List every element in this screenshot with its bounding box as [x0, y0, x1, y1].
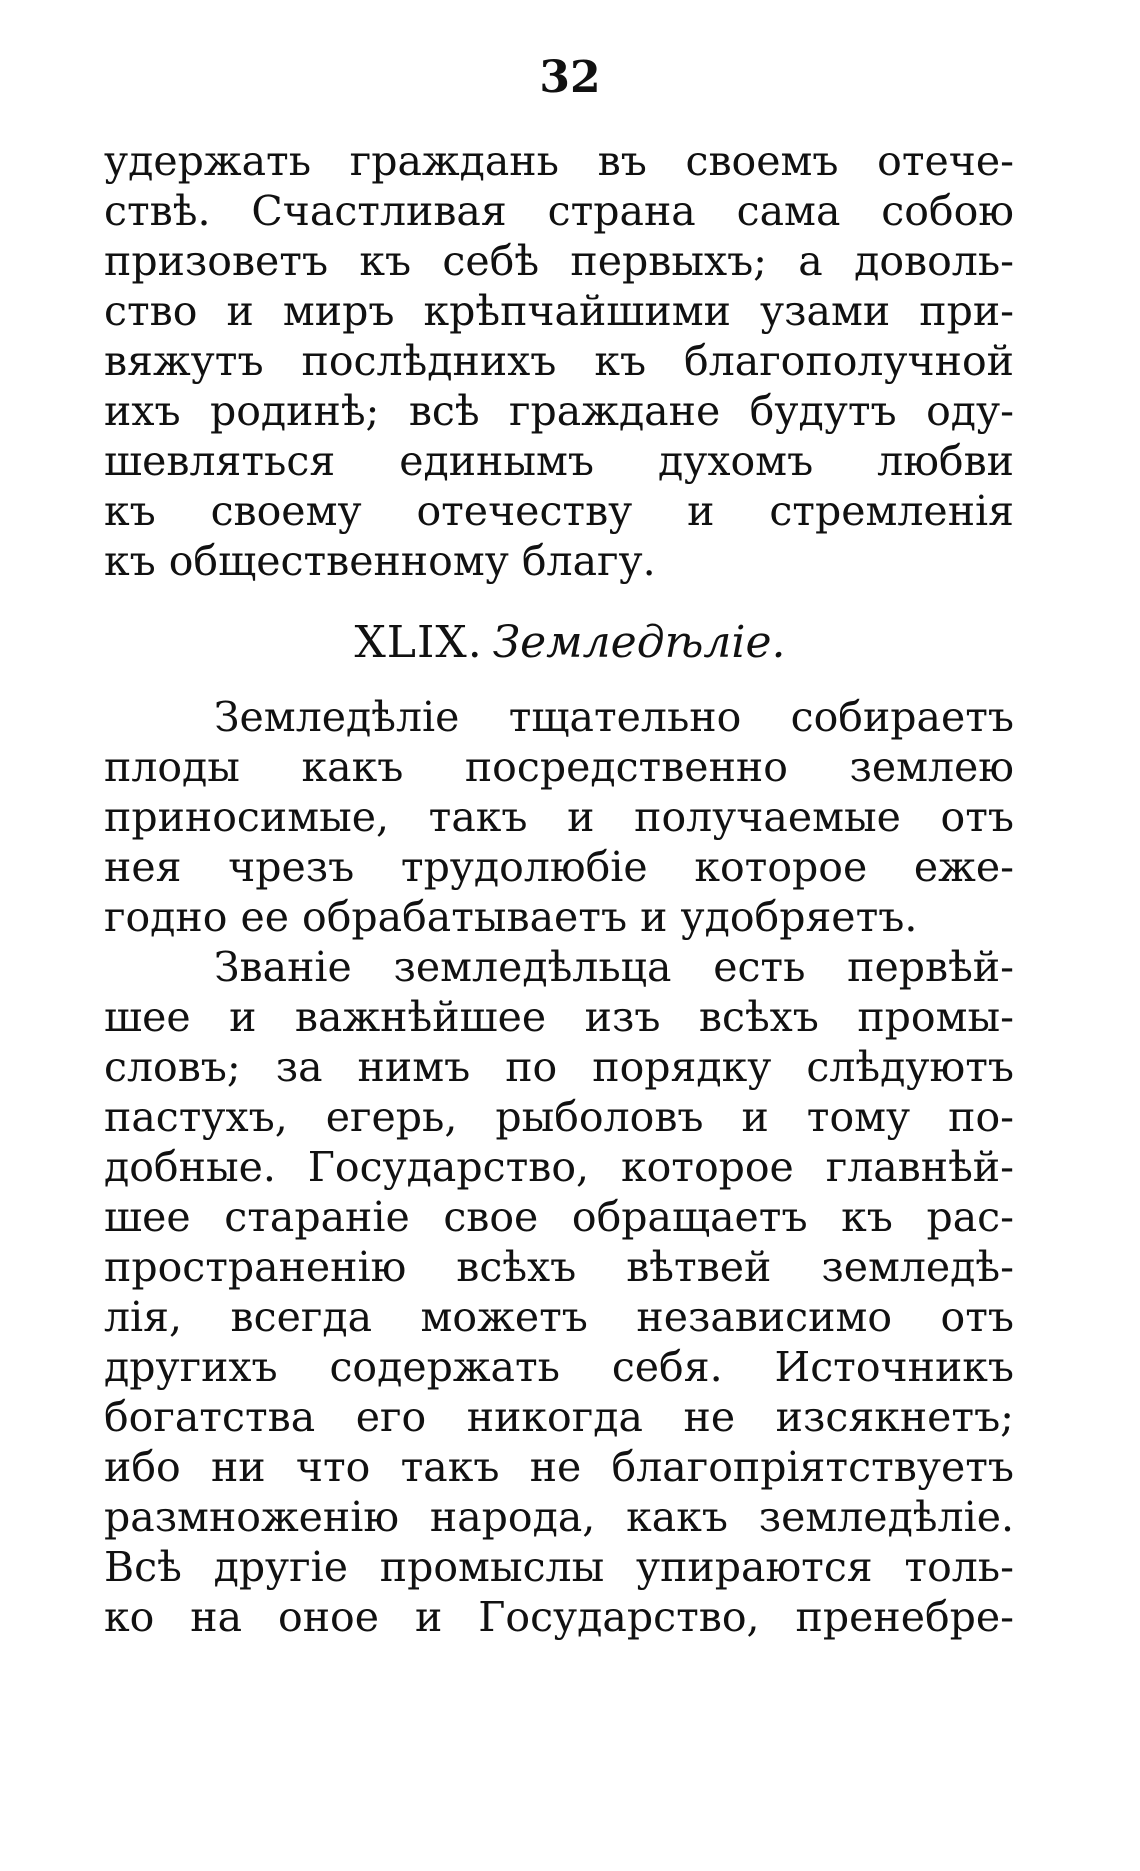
text-line: Земледѣліе тщательно собираетъ	[214, 693, 1014, 741]
text-line: шевляться единымъ духомъ любви	[104, 437, 1014, 485]
text-line: ко на оное и Государство, пренебре-	[104, 1593, 1014, 1641]
text-line: другихъ содержать себя. Источникъ	[104, 1343, 1014, 1391]
text-line: добные. Государство, которое главнѣй-	[104, 1143, 1014, 1191]
text-line: нея чрезъ трудолюбіе которое еже-	[104, 843, 1014, 891]
section-title: Земледѣліе.	[492, 617, 786, 668]
section-body	[104, 692, 1014, 1642]
text-line: словъ; за нимъ по порядку слѣдуютъ	[104, 1043, 1014, 1091]
paragraph-1	[104, 136, 1014, 586]
text-line: приносимые, такъ и получаемые отъ	[104, 793, 1014, 841]
page-number: 32	[539, 52, 601, 103]
text-line: плоды какъ посредственно землею	[104, 743, 1014, 791]
text-line: богатства его никогда не изсякнетъ;	[104, 1393, 1014, 1441]
text-line: вяжутъ послѣднихъ къ благополучной	[104, 337, 1014, 385]
text-line: къ своему отечеству и стремленія	[104, 487, 1014, 535]
text-line: ихъ родинѣ; всѣ граждане будутъ оду-	[104, 387, 1014, 435]
text-line: лія, всегда можетъ независимо отъ	[104, 1293, 1014, 1341]
text-line: ство и миръ крѣпчайшими узами при-	[104, 287, 1014, 335]
text-line: пространенію всѣхъ вѣтвей земледѣ-	[104, 1243, 1014, 1291]
text-line: размноженію народа, какъ земледѣліе.	[104, 1493, 1014, 1541]
text-line: пастухъ, егерь, рыболовъ и тому по-	[104, 1093, 1014, 1141]
text-line: призоветъ къ себѣ первыхъ; а доволь-	[104, 237, 1014, 285]
text-line: ствѣ. Счастливая страна сама собою	[104, 187, 1014, 235]
text-line: шее и важнѣйшее изъ всѣхъ промы-	[104, 993, 1014, 1041]
section-number: XLIX.	[354, 617, 483, 668]
text-line: ибо ни что такъ не благопріятствуетъ	[104, 1443, 1014, 1491]
text-line: годно ее обрабатываетъ и удобряетъ.	[104, 893, 918, 941]
text-line: Званіе земледѣльца есть первѣй-	[214, 943, 1014, 991]
text-line: удержать граждань въ своемъ отече-	[104, 137, 1014, 185]
text-line: къ общественному благу.	[104, 537, 656, 585]
text-line: шее стараніе свое обращаетъ къ рас-	[104, 1193, 1014, 1241]
text-line: Всѣ другіе промыслы упираются толь-	[104, 1543, 1014, 1591]
section-heading	[0, 618, 1140, 668]
